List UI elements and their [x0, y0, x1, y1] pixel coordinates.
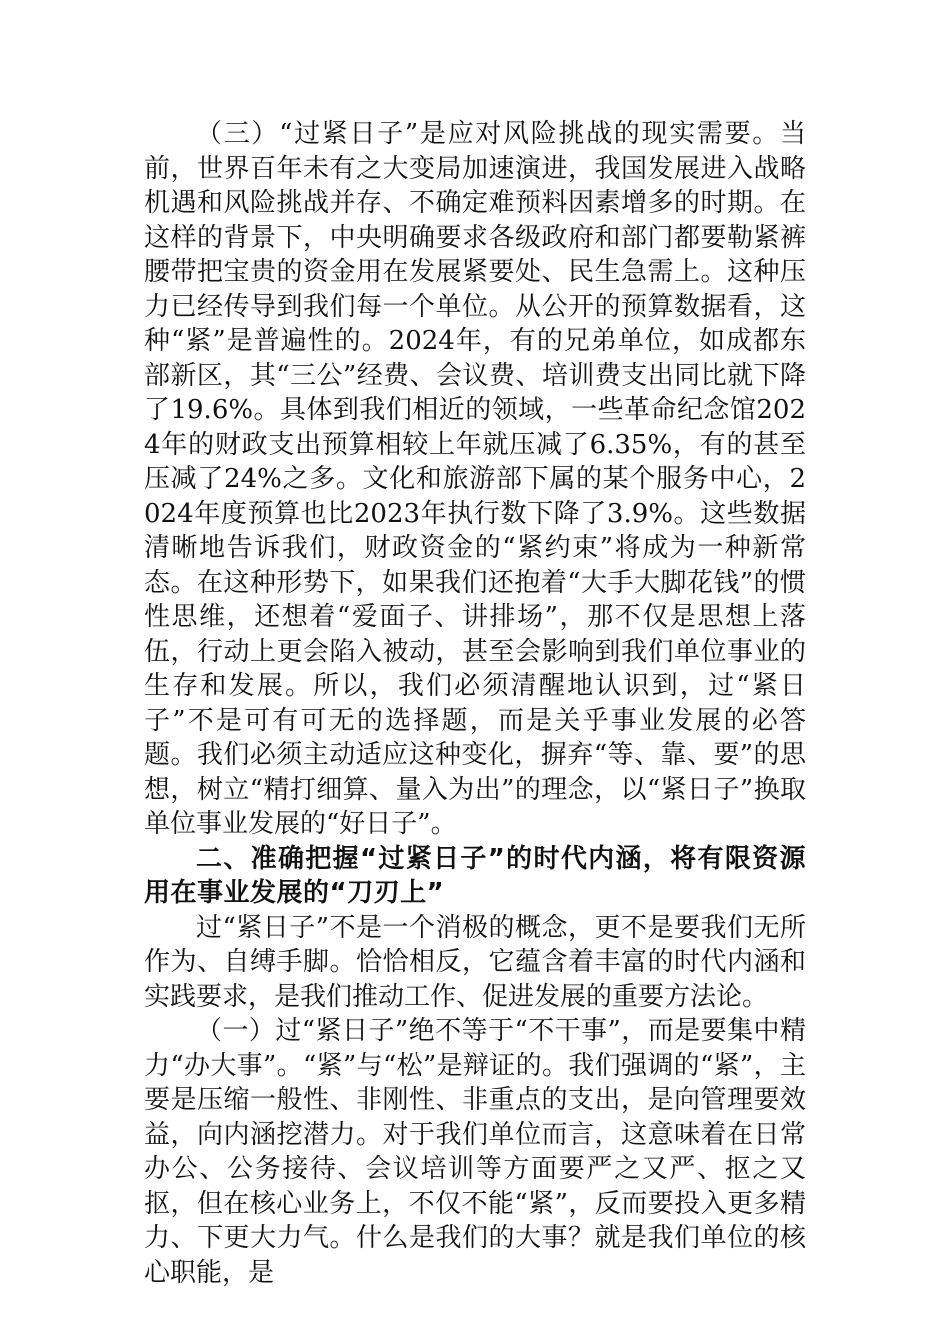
section-two-heading: 二、准确把握“过紧日子”的时代内涵，将有限资源用在事业发展的“刀刃上”	[144, 843, 806, 908]
paragraph-section-three: （三）“过紧日子”是应对风险挑战的现实需要。当前，世界百年未有之大变局加速演进，我国发展进入战略机遇和风险挑战并存、不确定难预料因素增多的时期。在这样的背景下，中央明确要求各级政府和部门都要勒紧裤腰带把宝贵的资金用在发展紧要处、民生急需上。这种压力已经传导到我们每一个单位。从公开的预算数据看，这种“紧”是普遍性的。2024年，有的兄弟单位，如成都东部新区，其“三公”经费、会议费、培训费支出同比就下降了19.6%。具体到我们相近的领域，一些革命纪念馆2024年的财政支出预算相较上年就压减了6.35%，有的甚至压减了24%之多。文化和旅游部下属的某个服务中心，2024年度预算也比2023年执行数下降了3.9%。这些数据清晰地告诉我们，财政资金的“紧约束”将成为一种新常态。在这种形势下，如果我们还抱着“大手大脚花钱”的惯性思维，还想着“爱面子、讲排场”，那不仅是思想上落伍，行动上更会陷入被动，甚至会影响到我们单位事业的生存和发展。所以，我们必须清醒地认识到，过“紧日子”不是可有可无的选择题，而是关乎事业发展的必答题。我们必须主动适应这种变化，摒弃“等、靠、要”的思想，树立“精打细算、量入为出”的理念，以“紧日子”换取单位事业发展的“好日子”。	[144, 119, 806, 839]
document-page	[144, 117, 806, 1290]
paragraph-section-two-intro: 过“紧日子”不是一个消极的概念，更不是要我们无所作为、自缚手脚。恰恰相反，它蕴含着丰富的时代内涵和实践要求，是我们推动工作、促进发展的重要方法论。	[144, 912, 806, 1012]
paragraph-subsection-one: （一）过“紧日子”绝不等于“不干事”，而是要集中精力“办大事”。“紧”与“松”是辩证的。我们强调的“紧”，主要是压缩一般性、非刚性、非重点的支出，是向管理要效益，向内涵挖潜力。对于我们单位而言，这意味着在日常办公、公务接待、会议培训等方面要严之又严、抠之又抠，但在核心业务上，不仅不能“紧”，反而要投入更多精力、下更大力气。什么是我们的大事？就是我们单位的核心职能，是	[144, 1016, 806, 1288]
